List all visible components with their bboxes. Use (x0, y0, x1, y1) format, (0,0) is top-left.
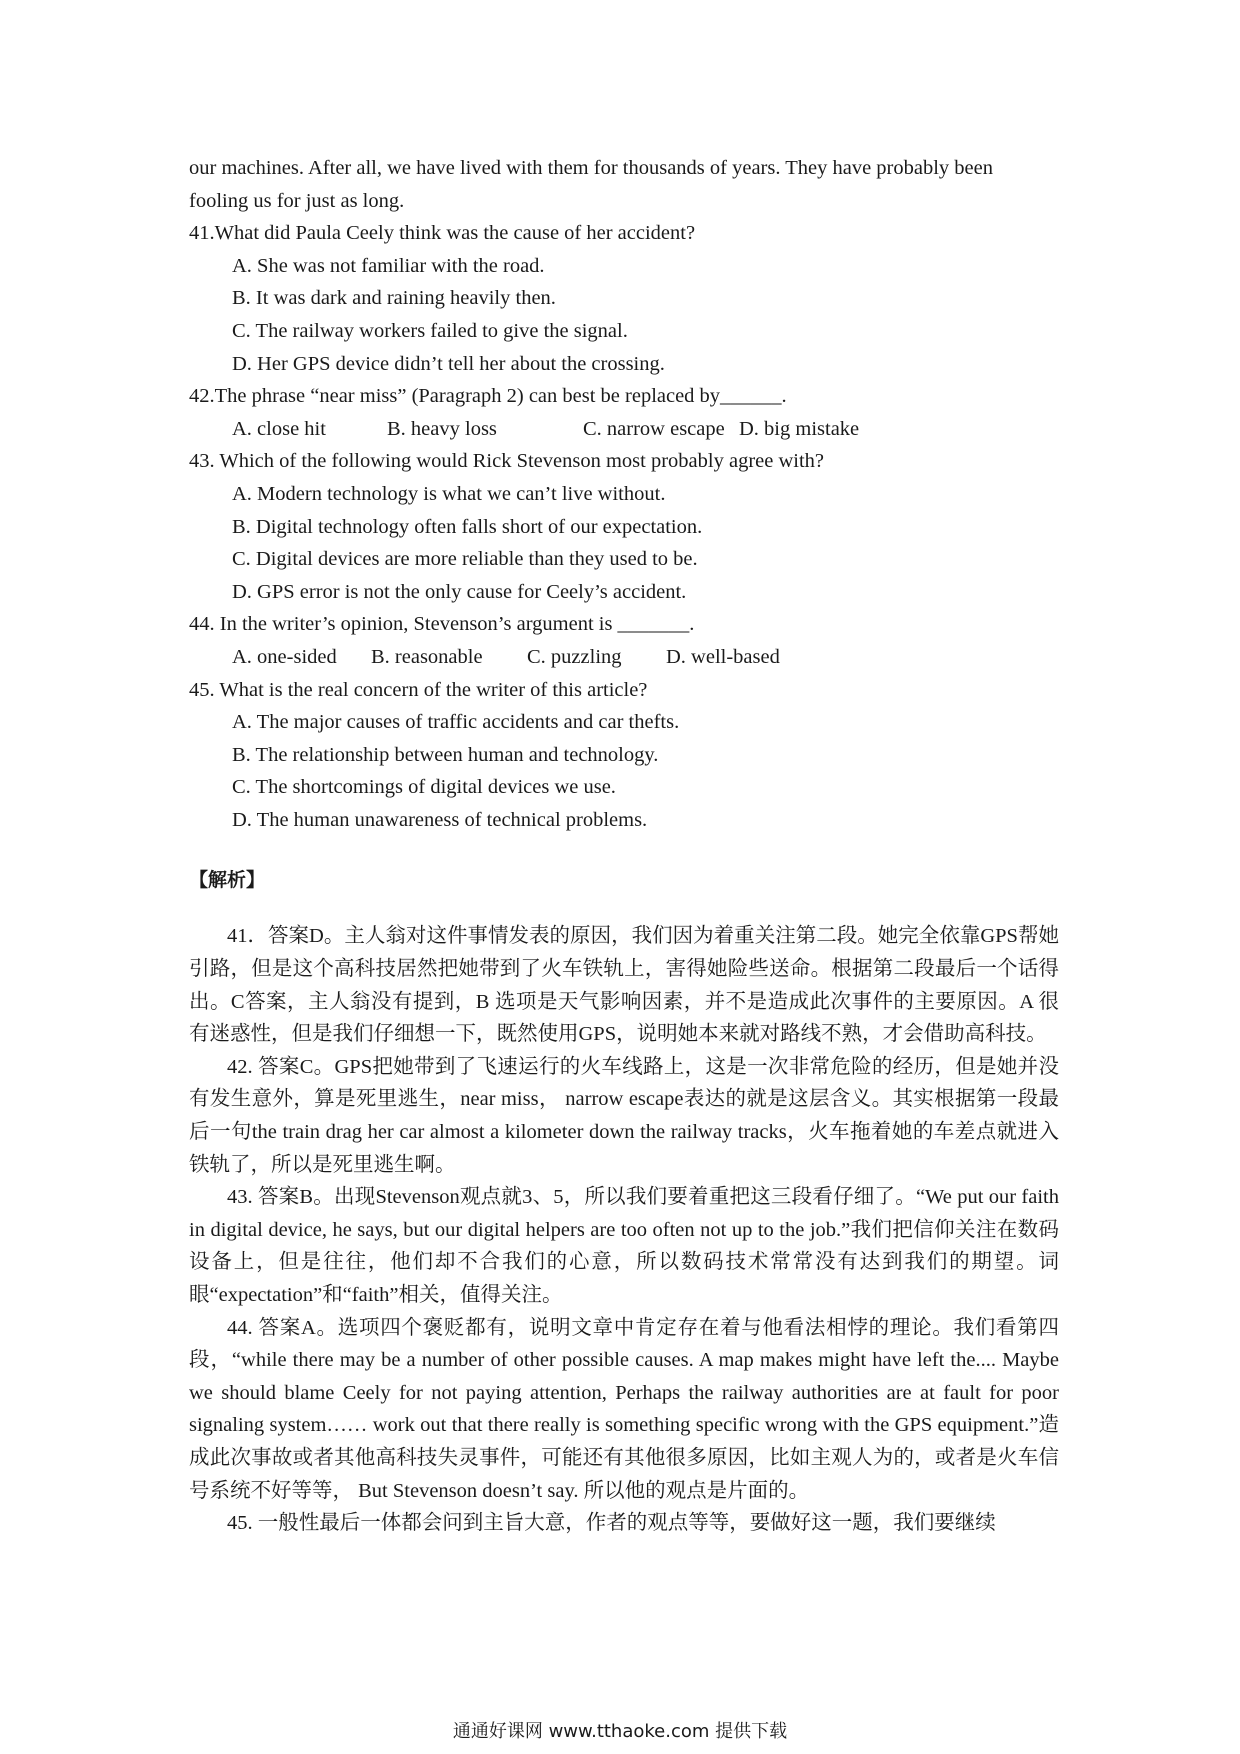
option: A. close hit (232, 417, 326, 440)
page-content (189, 152, 1059, 1540)
option: B. heavy loss (387, 417, 497, 440)
option: D. Her GPS device didn’t tell her about the crossing. (232, 352, 665, 375)
intro-line: fooling us for just as long. (189, 189, 405, 212)
explanation-paragraph: 42. 答案C。GPS把她带到了飞速运行的火车线路上，这是一次非常危险的经历，但是她并没有发生意外，算是死里逃生，near miss， narrow escape表达的就是这层含义。其实根据第一段最后一句the train drag her car almost a kilometer down the railway tracks，火车拖着她的车差点就进入铁轨了，所以是死里逃生啊。 (189, 1055, 1059, 1176)
explanation-paragraph: 41．答案D。主人翁对这件事情发表的原因，我们因为着重关注第二段。她完全依靠GPS帮她引路，但是这个高科技居然把她带到了火车铁轨上，害得她险些送命。根据第二段最后一个话得出。C答案，主人翁没有提到，B 选项是天气影响因素，并不是造成此次事件的主要原因。A 很有迷惑性，但是我们仔细想一下，既然使用GPS，说明她本来就对路线不熟，才会借助高科技。 (189, 925, 1059, 1046)
explanation-heading: 【解析】 (189, 869, 266, 892)
option: B. Digital technology often falls short of our expectation. (232, 515, 703, 538)
question-stem: 43. Which of the following would Rick Stevenson most probably agree with? (189, 450, 825, 473)
explanation-list (189, 920, 1059, 1539)
explanation-paragraph: 45. 一般性最后一体都会问到主旨大意，作者的观点等等，要做好这一题，我们要继续 (227, 1512, 996, 1535)
explanation-paragraph: 43. 答案B。出现Stevenson观点就3、5，所以我们要着重把这三段看仔细了。“We put our faith in digital device, he says, but our digital helpers are too often not up to the job.”我们把信仰关注在数码设备上，但是往往，他们却不合我们的心意，所以数码技术常常没有达到我们的期望。词眼“expectation”和“faith”相关，值得关注。 (189, 1186, 1059, 1306)
option: A. She was not familiar with the road. (232, 254, 545, 277)
intro-text (189, 152, 1059, 217)
option-row (189, 413, 1059, 446)
question-stem: 42.The phrase “near miss” (Paragraph 2) can best be replaced by______. (189, 385, 787, 408)
question-list (189, 217, 1059, 836)
option: B. The relationship between human and technology. (232, 743, 659, 766)
option: C. The shortcomings of digital devices we use. (232, 776, 616, 799)
question-stem: 44. In the writer’s opinion, Stevenson’s argument is _______. (189, 613, 695, 636)
option: A. one-sided (232, 645, 337, 668)
intro-line: our machines. After all, we have lived with them for thousands of years. They have probably been (189, 157, 994, 179)
option: B. reasonable (371, 645, 483, 668)
option-row (189, 641, 1059, 674)
option: B. It was dark and raining heavily then. (232, 287, 556, 310)
option: A. Modern technology is what we can’t live without. (232, 482, 666, 505)
question-stem: 45. What is the real concern of the writer of this article? (189, 678, 648, 701)
explanation-paragraph: 44. 答案A。选项四个褒贬都有，说明文章中肯定存在着与他看法相悖的理论。我们看第四段，“while there may be a number of other possible causes. A map makes might have left the.... Maybe we should blame Ceely for not paying attention, Perhaps the railway authorities are at fault for poor signaling system…… work out that there really is something specific wrong with the GPS equipment.”造成此次事故或者其他高科技失灵事件，可能还有其他很多原因，比如主观人为的，或者是火车信号系统不好等等， But Stevenson doesn’t say. 所以他的观点是片面的。 (189, 1316, 1059, 1502)
option: D. GPS error is not the only cause for Ceely’s accident. (232, 580, 687, 603)
option: D. The human unawareness of technical problems. (232, 808, 648, 831)
option: A. The major causes of traffic accidents and car thefts. (232, 711, 680, 734)
option: C. puzzling (527, 645, 622, 668)
option: C. The railway workers failed to give the signal. (232, 319, 628, 342)
option: D. well-based (666, 645, 780, 668)
option: C. Digital devices are more reliable than they used to be. (232, 548, 698, 571)
question-stem: 41.What did Paula Ceely think was the cause of her accident? (189, 222, 696, 245)
option: D. big mistake (739, 417, 860, 440)
page-footer: 通通好课网 www.tthaoke.com 提供下载 (452, 1721, 788, 1742)
option: C. narrow escape (583, 417, 725, 440)
